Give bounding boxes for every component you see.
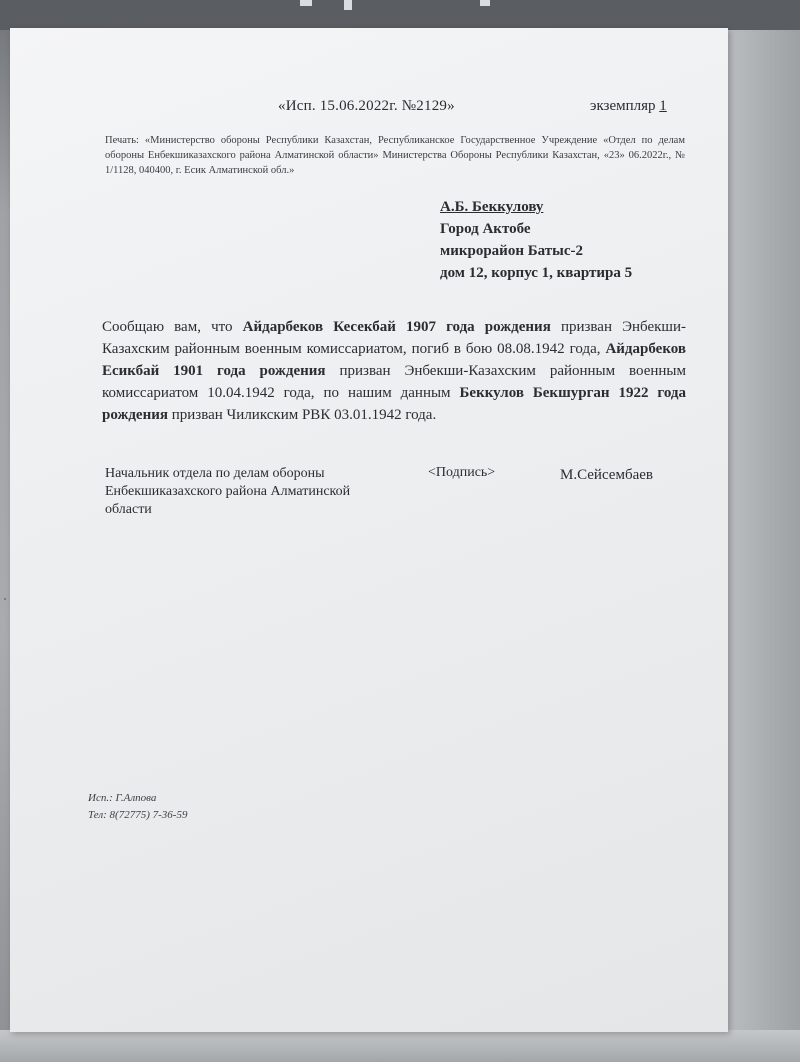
executor-name: Исп.: Г.Алпова xyxy=(88,792,157,804)
body-text-part: призван Энбекши-Казахским районным военным комиссариатом 10.04.1942 года, по нашим данным xyxy=(102,363,686,401)
signatory-title-line: Начальник отдела по делам обороны xyxy=(105,466,325,481)
signatory-title-line: области xyxy=(105,502,152,517)
desk-top-edge xyxy=(0,0,800,30)
addressee-block xyxy=(440,196,632,284)
copy-number: 1 xyxy=(659,98,667,114)
copy-label: экземпляр xyxy=(590,98,656,114)
signatory-title-line: Енбекшиказахского района Алматинской xyxy=(105,484,351,499)
right-margin-shadow xyxy=(728,30,800,1062)
copy-indicator xyxy=(590,98,667,115)
body-text-part: призван Энбекши-Казахским районным военным комиссариатом, погиб в бою 08.08.1942 года, xyxy=(102,319,686,357)
executor-footer xyxy=(88,790,187,824)
top-clip-mark xyxy=(344,0,352,10)
bottom-margin-shadow xyxy=(0,1030,800,1062)
paper-speck xyxy=(4,598,6,600)
body-bold-person: Айдарбеков Кесекбай 1907 года рождения xyxy=(242,319,551,335)
addressee-name: А.Б. Беккулову xyxy=(440,199,544,215)
document-number: «Исп. 15.06.2022г. №2129» xyxy=(278,98,455,114)
body-text-part: Сообщаю вам, что xyxy=(102,319,243,335)
body-bold-person: Беккулов Бекшурган 1922 года рождения xyxy=(102,385,686,423)
document-page xyxy=(10,28,728,1032)
stamp-note: Печать: «Министерство обороны Республики Казахстан, Республиканское Государственное Учреждение «Отдел по делам обороны Енбекшиказахского района Алматинской области» Министерства Обороны Республики Казахстан, «23» 06.2022г., № 1/1128, 040400, г. Есик Алматинской обл.» xyxy=(105,135,685,176)
signatory-title xyxy=(105,465,405,519)
body-text-part: призван Чиликским РВК 03.01.1942 года. xyxy=(168,407,437,423)
addressee-district: микрорайон Батыс-2 xyxy=(440,243,583,259)
addressee-city: Город Актобе xyxy=(440,221,531,237)
signature-placeholder: <Подпись> xyxy=(428,465,496,480)
letter-body xyxy=(102,316,686,426)
addressee-address: дом 12, корпус 1, квартира 5 xyxy=(440,265,633,281)
body-bold-person: Айдарбеков Есикбай 1901 года рождения xyxy=(102,341,686,379)
signatory-name: М.Сейсембаев xyxy=(560,467,653,483)
top-clip-mark xyxy=(300,0,312,6)
top-clip-mark xyxy=(480,0,490,6)
executor-phone: Тел: 8(72775) 7-36-59 xyxy=(88,809,188,821)
